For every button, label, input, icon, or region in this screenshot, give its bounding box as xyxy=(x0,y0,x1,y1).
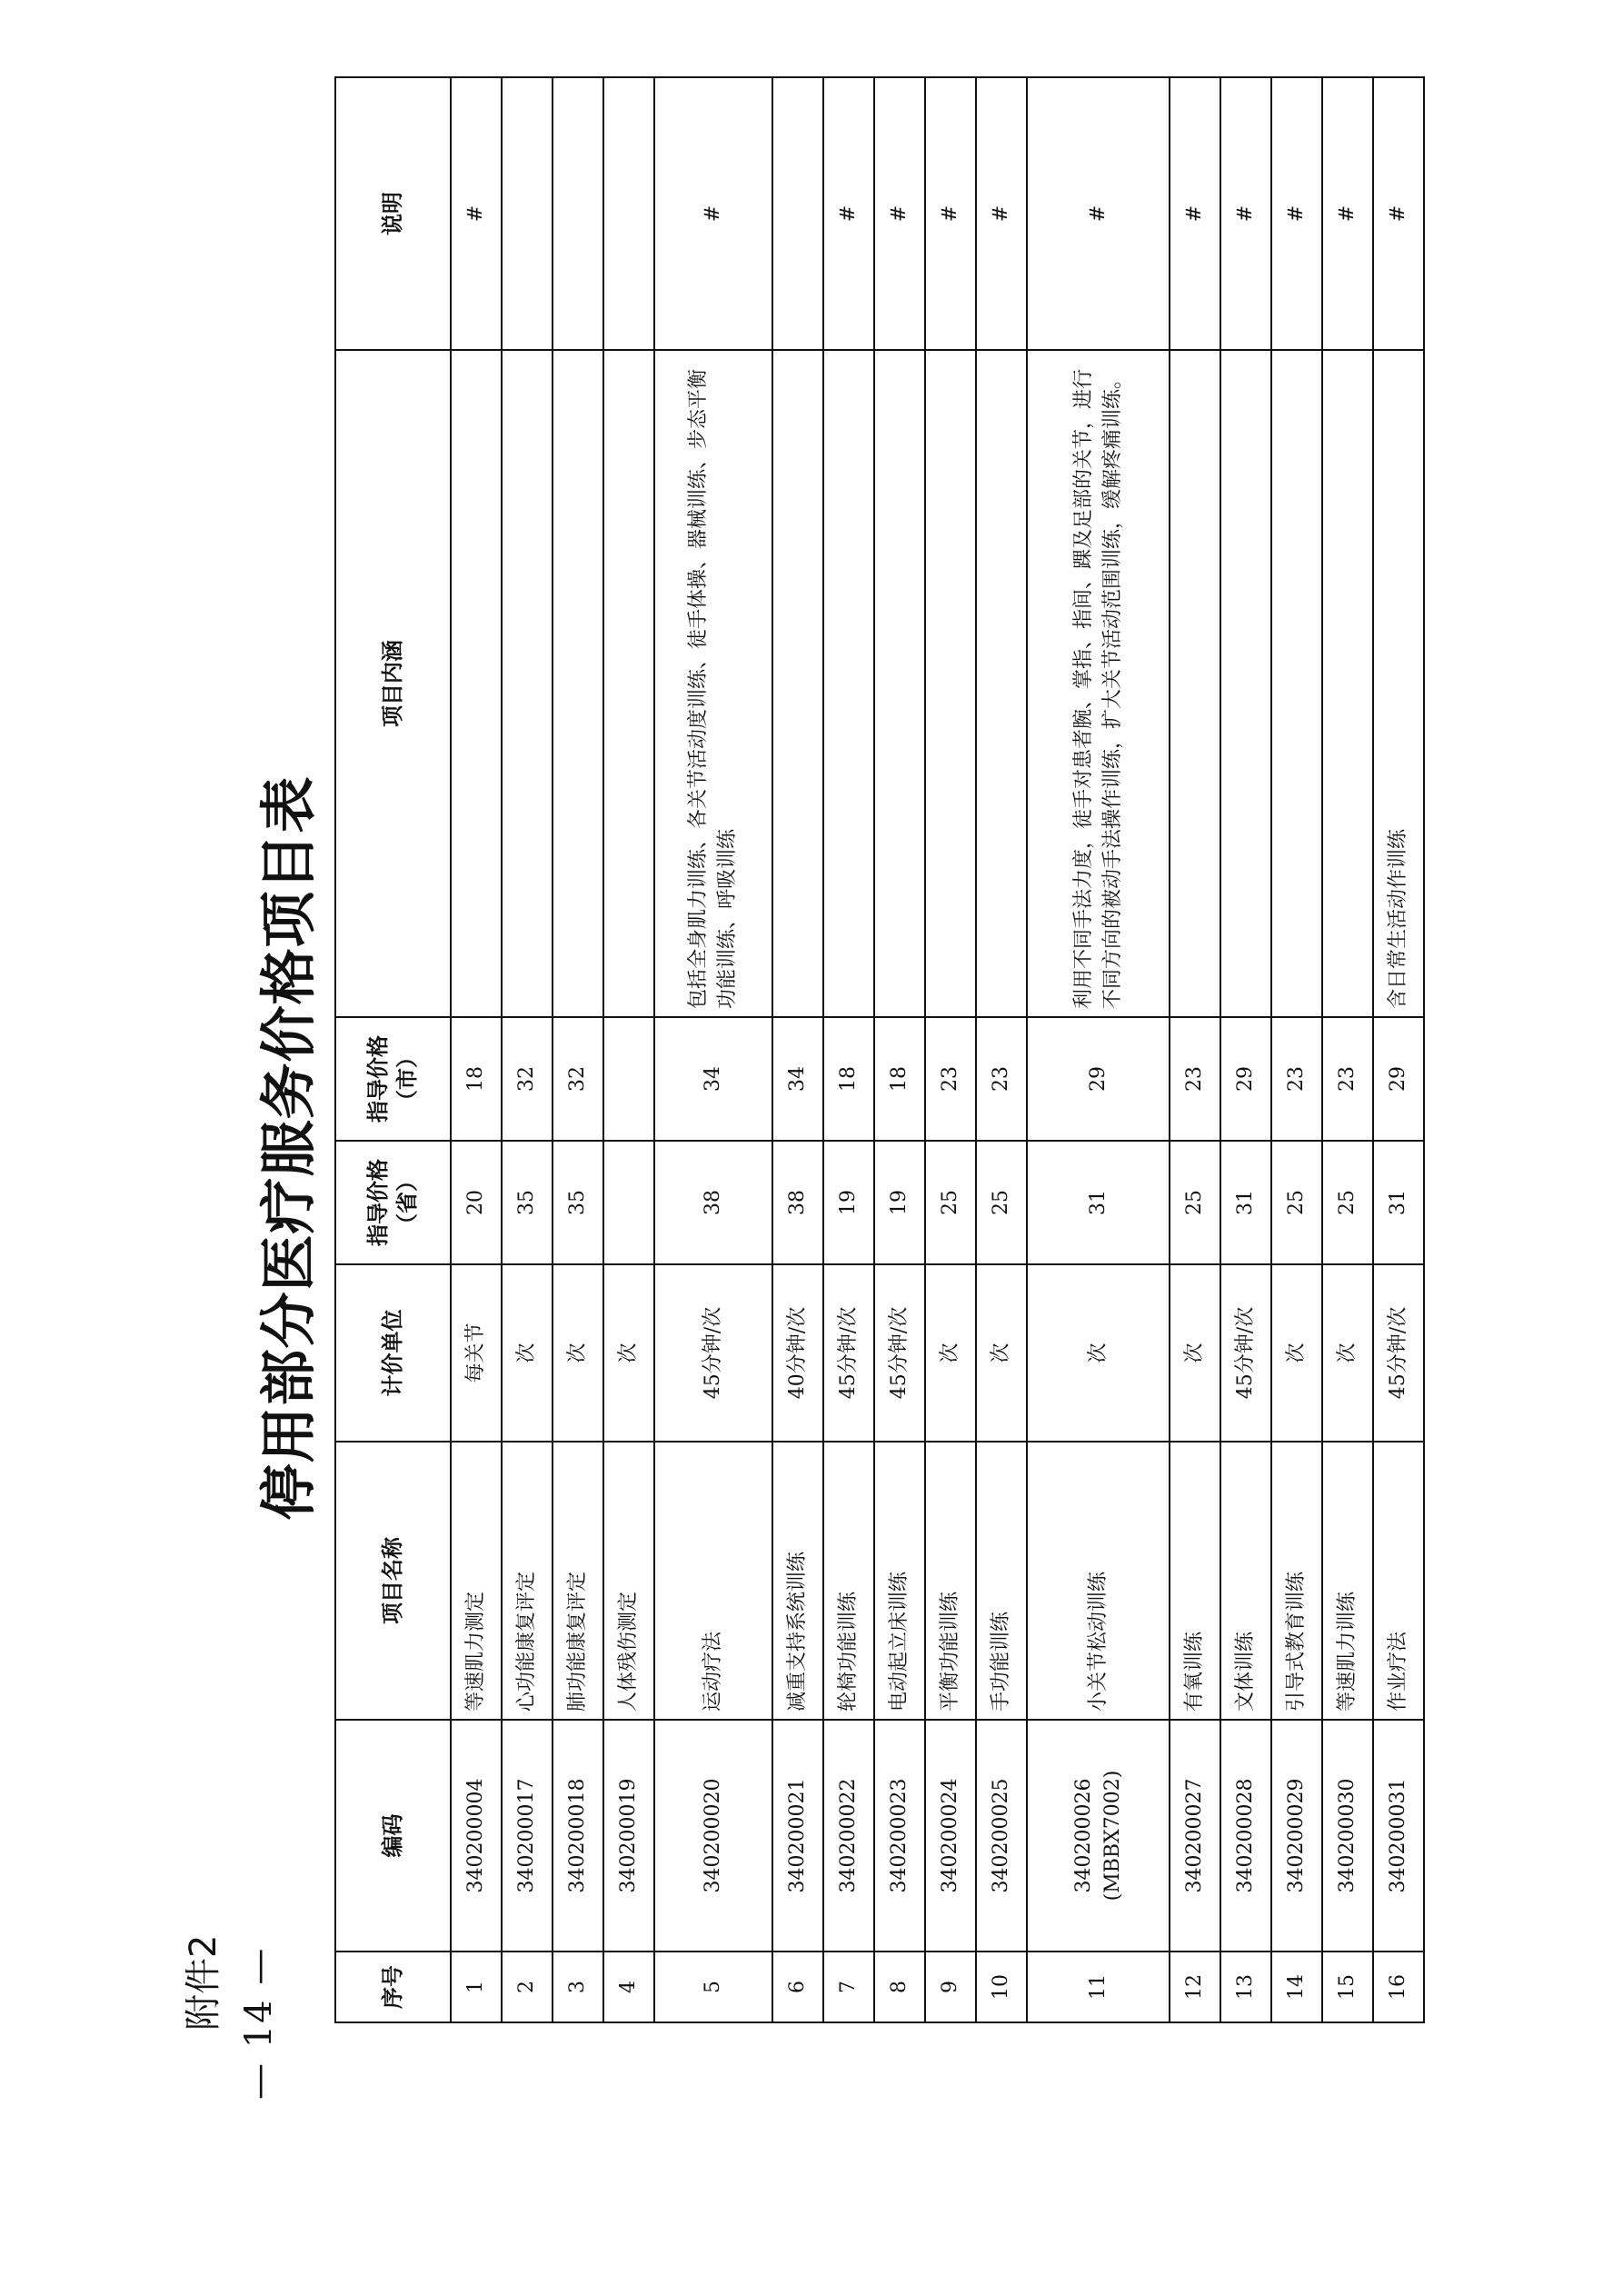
cell-unit: 次 xyxy=(1170,1264,1220,1442)
cell-name: 作业疗法 xyxy=(1373,1442,1424,1720)
cell-code: 340200017 xyxy=(502,1720,553,1952)
cell-price-province: 31 xyxy=(1373,1141,1424,1264)
cell-content xyxy=(772,350,823,1017)
cell-name: 运动疗法 xyxy=(654,1442,772,1720)
cell-content xyxy=(1220,350,1271,1017)
cell-price-province xyxy=(603,1141,654,1264)
cell-name: 有氧训练 xyxy=(1170,1442,1220,1720)
header-unit: 计价单位 xyxy=(335,1264,451,1442)
cell-price-province: 19 xyxy=(823,1141,874,1264)
cell-code: 340200024 xyxy=(925,1720,976,1952)
cell-price-city: 18 xyxy=(874,1017,925,1141)
cell-price-city: 34 xyxy=(772,1017,823,1141)
cell-note xyxy=(603,77,654,350)
cell-price-city xyxy=(603,1017,654,1141)
cell-price-province: 25 xyxy=(925,1141,976,1264)
cell-price-city: 32 xyxy=(553,1017,603,1141)
table-row xyxy=(976,77,1027,2022)
cell-name: 手功能训练 xyxy=(976,1442,1027,1720)
attachment-label: 附件2 xyxy=(183,1934,224,2031)
cell-unit: 45分钟/次 xyxy=(1373,1264,1424,1442)
cell-content xyxy=(874,350,925,1017)
cell-unit: 45分钟/次 xyxy=(874,1264,925,1442)
cell-name: 平衡功能训练 xyxy=(925,1442,976,1720)
table-row xyxy=(925,77,976,2022)
cell-unit: 45分钟/次 xyxy=(654,1264,772,1442)
table-row xyxy=(654,77,772,2022)
cell-price-province: 38 xyxy=(654,1141,772,1264)
table-row xyxy=(1373,77,1424,2022)
cell-unit: 次 xyxy=(1271,1264,1322,1442)
cell-note: # xyxy=(1271,77,1322,350)
cell-price-province: 19 xyxy=(874,1141,925,1264)
cell-price-city: 32 xyxy=(502,1017,553,1141)
header-seq: 序号 xyxy=(335,1952,451,2022)
cell-unit: 次 xyxy=(502,1264,553,1442)
cell-name: 减重支持系统训练 xyxy=(772,1442,823,1720)
cell-content xyxy=(553,350,603,1017)
cell-price-city: 23 xyxy=(1170,1017,1220,1141)
cell-note: # xyxy=(925,77,976,350)
cell-name: 电动起立床训练 xyxy=(874,1442,925,1720)
cell-content xyxy=(823,350,874,1017)
cell-unit: 每关节 xyxy=(451,1264,502,1442)
cell-code: 340200021 xyxy=(772,1720,823,1952)
cell-code: 340200023 xyxy=(874,1720,925,1952)
cell-name: 心功能康复评定 xyxy=(502,1442,553,1720)
cell-name: 人体残伤测定 xyxy=(603,1442,654,1720)
cell-seq: 15 xyxy=(1322,1952,1373,2022)
cell-seq: 2 xyxy=(502,1952,553,2022)
cell-note: # xyxy=(823,77,874,350)
page-number: — 14 — xyxy=(238,1946,280,2100)
table-row xyxy=(1271,77,1322,2022)
cell-price-province: 20 xyxy=(451,1141,502,1264)
cell-name: 等速肌力测定 xyxy=(451,1442,502,1720)
cell-content xyxy=(976,350,1027,1017)
cell-price-city: 18 xyxy=(451,1017,502,1141)
table-row xyxy=(1322,77,1373,2022)
cell-code: 340200018 xyxy=(553,1720,603,1952)
cell-price-province: 35 xyxy=(553,1141,603,1264)
cell-seq: 7 xyxy=(823,1952,874,2022)
cell-price-city: 29 xyxy=(1027,1017,1170,1141)
table-row xyxy=(603,77,654,2022)
cell-seq: 10 xyxy=(976,1952,1027,2022)
cell-price-city: 34 xyxy=(654,1017,772,1141)
cell-content: 含日常生活动作训练 xyxy=(1373,350,1424,1017)
cell-content: 利用不同手法力度，徒手对患者腕、掌指、指间、踝及足部的关节，进行不同方向的被动手法操作训练，扩大关节活动范围训练，缓解疼痛训练。 xyxy=(1027,350,1170,1017)
cell-price-province: 25 xyxy=(976,1141,1027,1264)
table-row xyxy=(1027,77,1170,2022)
header-content: 项目内涵 xyxy=(335,350,451,1017)
cell-code: 340200029 xyxy=(1271,1720,1322,1952)
header-price-province: 指导价格 （省） xyxy=(335,1141,451,1264)
cell-note: # xyxy=(654,77,772,350)
cell-content xyxy=(1271,350,1322,1017)
cell-code: 340200028 xyxy=(1220,1720,1271,1952)
cell-code: 340200031 xyxy=(1373,1720,1424,1952)
cell-code: 340200027 xyxy=(1170,1720,1220,1952)
cell-unit: 次 xyxy=(553,1264,603,1442)
cell-name: 等速肌力训练 xyxy=(1322,1442,1373,1720)
cell-price-city: 23 xyxy=(976,1017,1027,1141)
table-row xyxy=(553,77,603,2022)
cell-price-province: 35 xyxy=(502,1141,553,1264)
cell-price-province: 31 xyxy=(1220,1141,1271,1264)
cell-unit: 次 xyxy=(976,1264,1027,1442)
cell-price-city: 18 xyxy=(823,1017,874,1141)
cell-note: # xyxy=(1220,77,1271,350)
cell-price-city: 29 xyxy=(1373,1017,1424,1141)
cell-name: 引导式教育训练 xyxy=(1271,1442,1322,1720)
cell-seq: 11 xyxy=(1027,1952,1170,2022)
cell-name: 文体训练 xyxy=(1220,1442,1271,1720)
cell-unit: 45分钟/次 xyxy=(823,1264,874,1442)
cell-code: 340200030 xyxy=(1322,1720,1373,1952)
cell-code: 340200019 xyxy=(603,1720,654,1952)
cell-unit: 次 xyxy=(603,1264,654,1442)
table-row xyxy=(451,77,502,2022)
cell-content xyxy=(925,350,976,1017)
cell-price-province: 38 xyxy=(772,1141,823,1264)
cell-unit: 次 xyxy=(1322,1264,1373,1442)
cell-seq: 12 xyxy=(1170,1952,1220,2022)
cell-seq: 3 xyxy=(553,1952,603,2022)
cell-unit: 次 xyxy=(1027,1264,1170,1442)
cell-content xyxy=(603,350,654,1017)
cell-note: # xyxy=(874,77,925,350)
cell-seq: 6 xyxy=(772,1952,823,2022)
cell-price-city: 23 xyxy=(925,1017,976,1141)
cell-name: 轮椅功能训练 xyxy=(823,1442,874,1720)
cell-seq: 1 xyxy=(451,1952,502,2022)
cell-price-city: 29 xyxy=(1220,1017,1271,1141)
cell-seq: 14 xyxy=(1271,1952,1322,2022)
cell-note: # xyxy=(1322,77,1373,350)
cell-code: 340200020 xyxy=(654,1720,772,1952)
cell-note: # xyxy=(1170,77,1220,350)
header-code: 编码 xyxy=(335,1720,451,1952)
cell-price-province: 25 xyxy=(1322,1141,1373,1264)
cell-code: 340200004 xyxy=(451,1720,502,1952)
table-row xyxy=(1170,77,1220,2022)
cell-seq: 5 xyxy=(654,1952,772,2022)
cell-unit: 45分钟/次 xyxy=(1220,1264,1271,1442)
cell-seq: 8 xyxy=(874,1952,925,2022)
header-note: 说明 xyxy=(335,77,451,350)
cell-name: 肺功能康复评定 xyxy=(553,1442,603,1720)
cell-seq: 4 xyxy=(603,1952,654,2022)
cell-note: # xyxy=(1027,77,1170,350)
table-row xyxy=(502,77,553,2022)
cell-price-province: 25 xyxy=(1170,1141,1220,1264)
cell-price-city: 23 xyxy=(1271,1017,1322,1141)
cell-code: 340200026 (MBBX7002) xyxy=(1027,1720,1170,1952)
cell-name: 小关节松动训练 xyxy=(1027,1442,1170,1720)
cell-code: 340200022 xyxy=(823,1720,874,1952)
document-title: 停用部分医疗服务价格项目表 xyxy=(255,775,322,1521)
cell-price-province: 25 xyxy=(1271,1141,1322,1264)
table-row xyxy=(1220,77,1271,2022)
cell-content xyxy=(451,350,502,1017)
header-price-city: 指导价格 （市） xyxy=(335,1017,451,1141)
table-row xyxy=(874,77,925,2022)
cell-seq: 13 xyxy=(1220,1952,1271,2022)
cell-note: # xyxy=(451,77,502,350)
price-table xyxy=(334,76,1425,2023)
cell-price-city: 23 xyxy=(1322,1017,1373,1141)
cell-note: # xyxy=(1373,77,1424,350)
cell-unit: 次 xyxy=(925,1264,976,1442)
cell-content: 包括全身肌力训练、各关节活动度训练、徒手体操、器械训练、步态平衡功能训练、呼吸训练 xyxy=(654,350,772,1017)
cell-price-province: 31 xyxy=(1027,1141,1170,1264)
header-name: 项目名称 xyxy=(335,1442,451,1720)
cell-seq: 9 xyxy=(925,1952,976,2022)
cell-note xyxy=(502,77,553,350)
cell-unit: 40分钟/次 xyxy=(772,1264,823,1442)
table-row xyxy=(823,77,874,2022)
cell-code: 340200025 xyxy=(976,1720,1027,1952)
cell-note: # xyxy=(976,77,1027,350)
cell-content xyxy=(1170,350,1220,1017)
cell-note xyxy=(553,77,603,350)
cell-seq: 16 xyxy=(1373,1952,1424,2022)
table-row xyxy=(772,77,823,2022)
header-row xyxy=(335,77,451,2022)
cell-content xyxy=(502,350,553,1017)
cell-note xyxy=(772,77,823,350)
cell-content xyxy=(1322,350,1373,1017)
